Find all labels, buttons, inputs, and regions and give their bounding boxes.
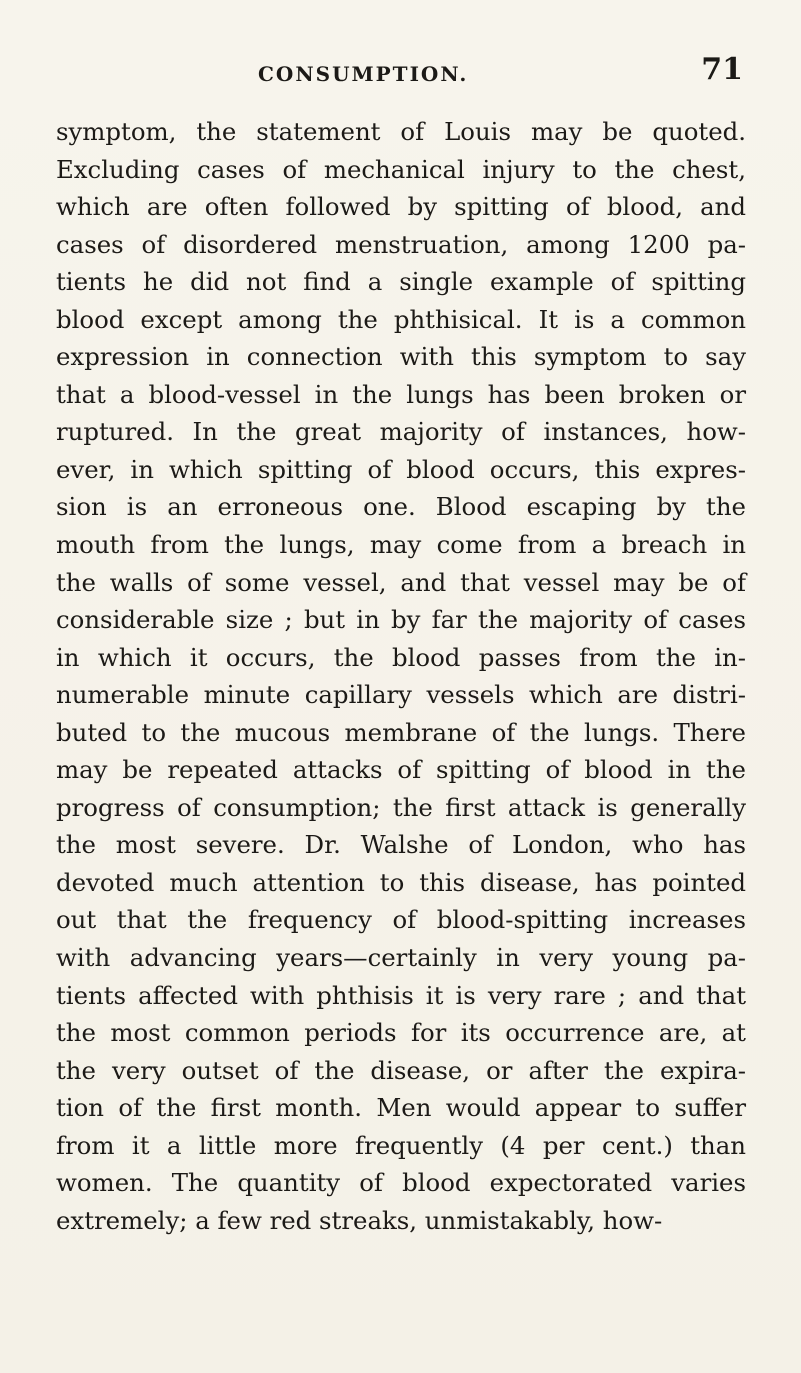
text-line: may be repeated attacks of spitting of blood in the xyxy=(56,755,746,785)
text-line: ruptured. In the great majority of instances, how- xyxy=(56,417,746,447)
text-line: Excluding cases of mechanical injury to the chest, xyxy=(56,154,746,184)
text-line: cases of disordered menstruation, among 1200 pa- xyxy=(56,229,746,259)
text-line: tion of the first month. Men would appear to suffer xyxy=(56,1093,746,1123)
text-line: that a blood-vessel in the lungs has been broken or xyxy=(56,379,746,409)
text-line: tients affected with phthisis it is very rare ; and that xyxy=(56,980,746,1010)
text-line: sion is an erroneous one. Blood escaping by the xyxy=(56,492,746,522)
text-line: symptom, the statement of Louis may be quoted. xyxy=(56,117,746,146)
text-line: expression in connection with this symptom to say xyxy=(56,342,746,372)
text-line: the most common periods for its occurrence are, at xyxy=(56,1018,746,1048)
text-line: from it a little more frequently (4 per cent.) than xyxy=(56,1130,746,1160)
text-line: women. The quantity of blood expectorated varies xyxy=(56,1168,746,1198)
text-line: tients he did not find a single example of spitting xyxy=(56,267,746,297)
running-head xyxy=(0,52,801,102)
text-line: with advancing years—certainly in very young pa- xyxy=(56,943,746,973)
body-text xyxy=(56,113,746,1239)
running-title: CONSUMPTION. xyxy=(258,62,469,86)
text-line: extremely; a few red streaks, unmistakably, how- xyxy=(56,1205,663,1235)
text-line: ever, in which spitting of blood occurs, this expres- xyxy=(56,454,746,484)
text-line: considerable size ; but in by far the majority of cases xyxy=(56,605,746,635)
text-line: blood except among the phthisical. It is a common xyxy=(56,304,746,334)
text-line: mouth from the lungs, may come from a breach in xyxy=(56,530,746,560)
text-line: devoted much attention to this disease, has pointed xyxy=(56,867,746,897)
page-number: 71 xyxy=(701,52,743,87)
text-line: numerable minute capillary vessels which are distri- xyxy=(56,680,746,710)
text-line: the most severe. Dr. Walshe of London, who has xyxy=(56,830,746,860)
text-line: the walls of some vessel, and that vessel may be of xyxy=(56,567,746,597)
text-line: progress of consumption; the first attack is generally xyxy=(56,792,746,822)
text-line: which are often followed by spitting of blood, and xyxy=(56,192,746,222)
text-line: the very outset of the disease, or after the expira- xyxy=(56,1055,746,1085)
text-line: in which it occurs, the blood passes from the in- xyxy=(56,642,746,672)
text-line: buted to the mucous membrane of the lungs. There xyxy=(56,717,746,747)
text-line: out that the frequency of blood-spitting increases xyxy=(56,905,746,935)
